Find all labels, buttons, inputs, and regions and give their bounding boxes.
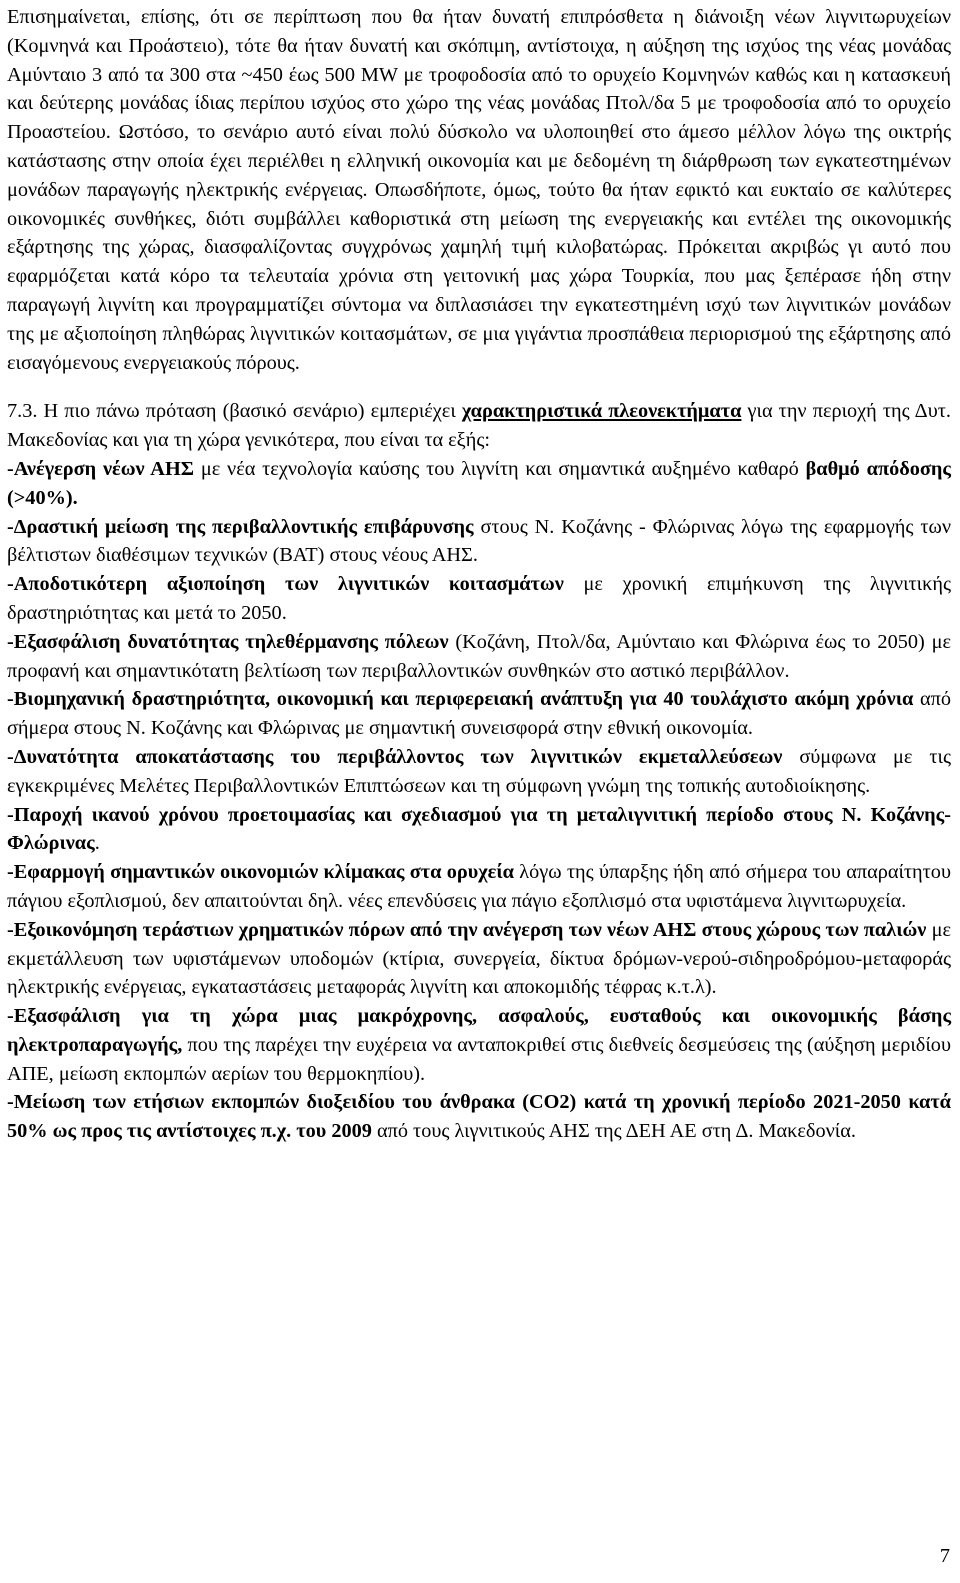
advantage-item: [7, 570, 951, 628]
advantage-item-text: σύμφωνα με τις εγκεκριμένες Μελέτες Περιβαλλοντικών Επιπτώσεων και τη σύμφωνη γνώμη της τοπικής αυτοδιοίκησης.: [7, 745, 951, 797]
advantage-item: [7, 743, 951, 801]
advantage-item-text: με χρονική επιμήκυνση της λιγνιτικής δραστηριότητας και μετά το 2050.: [7, 573, 951, 624]
advantage-item-text: με εκμετάλλευση των υφιστάμενων υποδομών (κτίρια, συνεργεία, δίκτυα δρόμων-νερού-σιδηροδρόμου-μεταφοράς ηλεκτρικής ενέργειας, εγκαταστάσεις μεταφοράς λιγνίτη και αποκομιδής τέφρας κ.τ.λ).: [7, 918, 951, 999]
section-lead-bold: χαρακτηριστικά πλεονεκτήματα: [461, 400, 742, 423]
advantage-item-bold: -Δυνατότητα αποκατάστασης του περιβάλλοντος των λιγνιτικών εκμεταλλεύσεων: [7, 745, 783, 768]
advantage-item-text: που της παρέχει την ευχέρεια να ανταποκριθεί στις διεθνείς δεσμεύσεις της (αύξηση μεριδίου ΑΠΕ, μείωση εκπομπών αερίων του θερμοκηπίου).: [7, 1033, 951, 1085]
advantage-item-bold: -Εξασφάλιση δυνατότητας τηλεθέρμανσης πόλεων: [7, 630, 449, 653]
advantage-item-bold: -Ανέγερση νέων ΑΗΣ: [7, 457, 194, 480]
advantage-item: [7, 1088, 951, 1146]
section-7-3-paragraph: [7, 397, 951, 455]
advantage-item-bold: -Εξοικονόμηση τεράστιων χρηματικών πόρων από την ανέγερση των νέων ΑΗΣ στους χώρους των παλιών: [7, 918, 927, 941]
section-lead-end: για την περιοχή της Δυτ. Μακεδονίας και για τη χώρα γενικότερα, που είναι τα εξής:: [7, 400, 951, 452]
advantage-item: [7, 858, 951, 916]
advantage-item-text: .: [94, 832, 100, 855]
advantage-item-bold: -Μείωση των ετήσιων εκπομπών διοξειδίου του άνθρακα (CO2) κατά τη χρονική περίοδο 2021-2050 κατά 50% ως προς τις αντίστοιχες π.χ. του 2009: [7, 1091, 951, 1143]
advantage-item-bold-end: βαθμό απόδοσης (>40%).: [7, 457, 951, 509]
advantage-item-text: λόγω της ύπαρξης ήδη από σήμερα του απαραίτητου πάγιου εξοπλισμού, δεν απαιτούνται δηλ. νέες επενδύσεις για πάγιο εξοπλισμό στα υφιστάμενα λιγνιτωρυχεία.: [7, 861, 951, 912]
advantage-item: [7, 513, 951, 571]
section-lead-text: Η πιο πάνω πρόταση (βασικό σενάριο) εμπεριέχει: [43, 400, 462, 423]
advantage-item-bold: -Αποδοτικότερη αξιοποίηση των λιγνιτικών κοιτασμάτων: [7, 573, 564, 596]
section-number: 7.3.: [7, 400, 44, 423]
intro-paragraph: Επισημαίνεται, επίσης, ότι σε περίπτωση που θα ήταν δυνατή επιπρόσθετα η διάνοιξη νέων λιγνιτωρυχείων (Κομνηνά και Προάστειο), τότε θα ήταν δυνατή και σκόπιμη, αντίστοιχα, η αύξηση της ισχύος της νέας μονάδας Αμύνταιο 3 από τα 300 στα ~450 έως 500 MW με τροφοδοσία από το ορυχείο Κομνηνών καθώς και η κατασκευή και δεύτερης μονάδας ίδιας περίπου ισχύος στο χώρο της νέας μονάδας Πτολ/δα 5 με τροφοδοσία από το ορυχείο Προαστείου. Ωστόσο, το σενάριο αυτό είναι πολύ δύσκολο να υλοποιηθεί στο άμεσο μέλλον λόγω της οικτρής κατάστασης στην οποία έχει περιέλθει η ελληνική οικονομία και με δεδομένη τη διάρθρωση των εγκατεστημένων μονάδων παραγωγής ηλεκτρικής ενέργειας. Οπωσδήποτε, όμως, τούτο θα ήταν εφικτό και ευκταίο σε καλύτερες οικονομικές συνθήκες, διότι συμβάλλει καθοριστικά στη μείωση της ενεργειακής και εντέλει της οικονομικής εξάρτησης της χώρας, διασφαλίζοντας συγχρόνως χαμηλή τιμή κιλοβατώρας. Πρόκειται ακριβώς γι αυτό που εφαρμόζεται κατά κόρο τα τελευταία χρόνια στη γειτονική μας χώρα Τουρκία, που μας ξεπέρασε ήδη στην παραγωγή λιγνίτη και προγραμματίζει σύντομα να διπλασιάσει την εγκατεστημένη ισχύ των λιγνιτικών μονάδων της με αξιοποίηση πληθώρας λιγνιτικών κοιτασμάτων, σε μια γιγάντια προσπάθεια περιορισμού της εξάρτησης από εισαγόμενους ενεργειακούς πόρους.: [7, 6, 951, 374]
advantage-item: [7, 455, 951, 513]
advantage-item-text: από σήμερα στους Ν. Κοζάνης και Φλώρινας με σημαντική συνεισφορά στην εθνική οικονομία.: [7, 688, 951, 740]
document-page: [7, 3, 951, 1146]
page-number: 7: [939, 1545, 950, 1567]
advantage-item: [7, 628, 951, 686]
advantage-item-bold: -Βιομηχανική δραστηριότητα, οικονομική και περιφερειακή ανάπτυξη για 40 τουλάχιστο ακόμη χρόνια: [7, 688, 914, 711]
advantage-item-bold: -Δραστική μείωση της περιβαλλοντικής επιβάρυνσης: [7, 515, 474, 538]
advantage-item: [7, 685, 951, 743]
advantage-item: [7, 916, 951, 1002]
advantage-item-text: με νέα τεχνολογία καύσης του λιγνίτη και σημαντικά αυξημένο καθαρό: [194, 457, 806, 480]
advantage-item-bold: -Εφαρμογή σημαντικών οικονομιών κλίμακας στα ορυχεία: [7, 861, 514, 884]
advantage-item-bold: -Παροχή ικανού χρόνου προετοιμασίας και σχεδιασμού για τη μεταλιγνιτική περίοδο στους Ν. Κοζάνης-Φλώρινας: [7, 803, 951, 855]
advantage-item-text: (Κοζάνη, Πτολ/δα, Αμύνταιο και Φλώρινα έως το 2050) με προφανή και σημαντικότατη βελτίωση των περιβαλλοντικών συνθηκών στο αστικό περιβάλλον.: [7, 630, 951, 682]
advantage-item: [7, 801, 951, 859]
advantages-list: [7, 455, 951, 1146]
advantage-item-text: στους Ν. Κοζάνης - Φλώρινας λόγω της εφαρμογής των βέλτιστων διαθέσιμων τεχνικών (ΒΑΤ) στους νέους ΑΗΣ.: [7, 515, 952, 567]
advantage-item-bold: -Εξασφάλιση για τη χώρα μιας μακρόχρονης, ασφαλούς, ευσταθούς και οικονομικής βάσης ηλεκτροπαραγωγής,: [7, 1005, 951, 1056]
paragraph-gap: [7, 377, 951, 397]
advantage-item-text: από τους λιγνιτικούς ΑΗΣ της ΔΕΗ ΑΕ στη Δ. Μακεδονία.: [371, 1120, 856, 1143]
advantage-item: [7, 1002, 951, 1088]
